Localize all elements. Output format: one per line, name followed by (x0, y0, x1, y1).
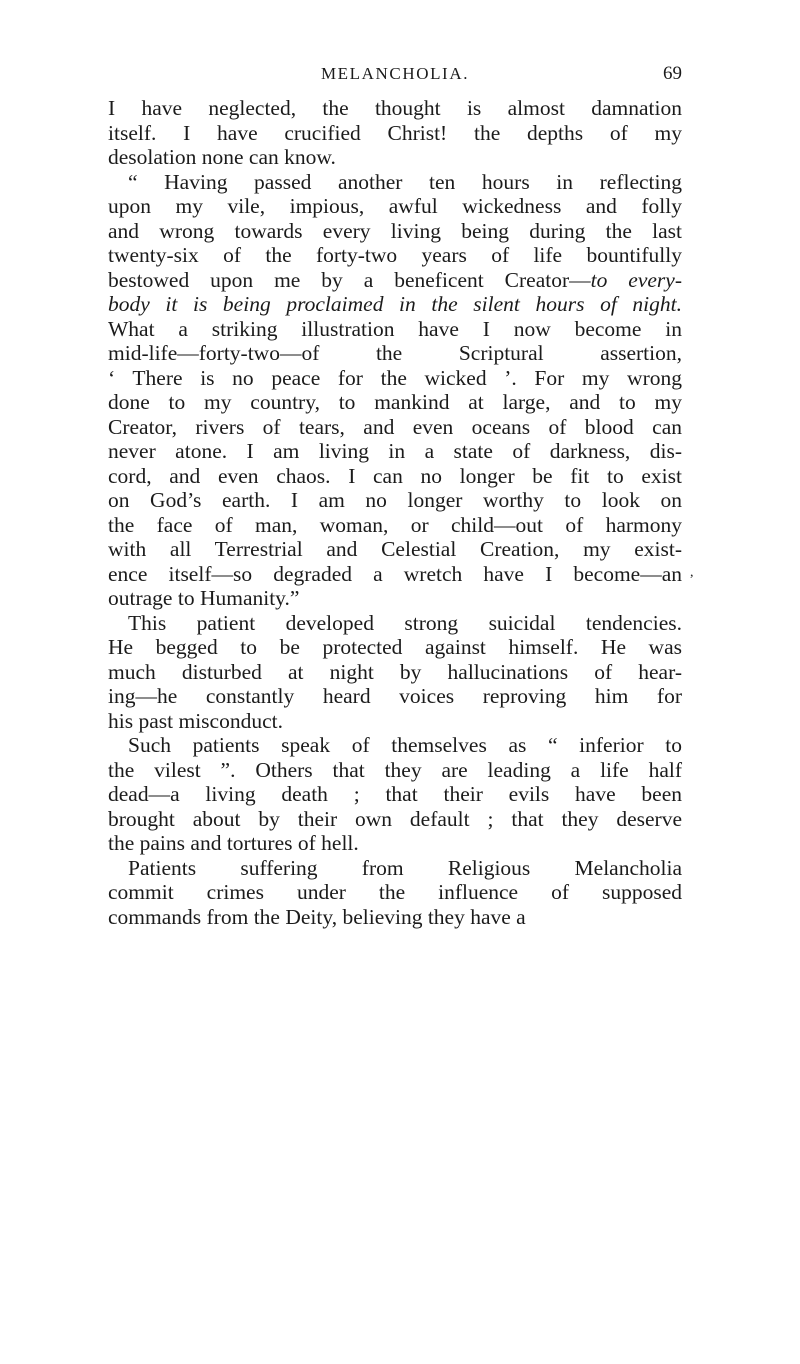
text-segment: ence itself—so degraded a wretch have I become—an (108, 561, 682, 586)
text-segment: ing—he constantly heard voices reproving him for (108, 684, 682, 708)
text-segment: commands from the Deity, believing they have a (108, 904, 526, 929)
text-line (108, 513, 682, 538)
running-head (108, 60, 682, 88)
text-line (108, 194, 682, 219)
text-segment: outrage to Humanity.” (108, 586, 300, 610)
text-segment: This patient developed strong suicidal tendencies. (128, 610, 682, 635)
text-segment: Such patients speak of themselves as “ inferior to (128, 733, 682, 757)
text-line (108, 758, 682, 783)
text-line (108, 562, 682, 587)
text-line (108, 635, 682, 660)
text-line (108, 709, 682, 734)
margin-mark: , (690, 565, 694, 580)
text-line (108, 856, 682, 881)
text-segment: bestowed upon me by a beneficent Creator— (108, 267, 591, 292)
text-segment: never atone. I am living in a state of darkness, dis- (108, 439, 682, 463)
text-segment: mid-life—forty-two—of the Scriptural assertion, (108, 341, 682, 365)
text-segment: twenty-six of the forty-two years of life bountifully (108, 243, 682, 267)
body-text (108, 96, 682, 929)
text-line (108, 121, 682, 146)
text-segment: and wrong towards every living being during the last (108, 218, 682, 243)
text-line (108, 831, 682, 856)
page-number: 69 (663, 63, 682, 84)
text-line (108, 488, 682, 513)
text-segment: with all Terrestrial and Celestial Creation, my exist- (108, 537, 682, 561)
text-segment: the vilest ”. Others that they are leading a life half (108, 757, 682, 782)
running-title: MELANCHOLIA. (320, 64, 470, 83)
text-line (108, 611, 682, 636)
text-segment: brought about by their own default ; that they deserve (108, 806, 682, 831)
text-line (108, 341, 682, 366)
text-line (108, 880, 682, 905)
text-line (108, 464, 682, 489)
text-line (108, 439, 682, 464)
text-segment: the pains and tortures of hell. (108, 831, 359, 855)
text-line (108, 243, 682, 268)
text-line (108, 219, 682, 244)
text-line (108, 96, 682, 121)
text-line (108, 366, 682, 391)
text-segment: on God’s earth. I am no longer worthy to look on (108, 488, 682, 512)
text-segment: cord, and even chaos. I can no longer be fit to exist (108, 463, 682, 488)
text-segment: ‘ There is no peace for the wicked ’. For my wrong (108, 365, 682, 390)
text-segment: He begged to be protected against himself. He was (108, 635, 682, 659)
text-line (108, 170, 682, 195)
text-segment: dead—a living death ; that their evils have been (108, 782, 682, 806)
text-segment: itself. I have crucified Christ! the depths of my (108, 120, 682, 145)
italic-text-segment: body it is being proclaimed in the silent hours of night. (108, 292, 682, 316)
text-line (108, 390, 682, 415)
text-segment: Patients suffering from Religious Melancholia (128, 855, 682, 880)
text-line (108, 905, 682, 930)
text-segment: What a striking illustration have I now become in (108, 316, 682, 341)
text-line (108, 586, 682, 611)
text-line (108, 145, 682, 170)
text-line (108, 317, 682, 342)
text-segment: desolation none can know. (108, 145, 336, 169)
text-line (108, 782, 682, 807)
text-segment: “ Having passed another ten hours in reflecting (128, 169, 682, 194)
text-line (108, 733, 682, 758)
text-segment: commit crimes under the influence of supposed (108, 880, 682, 904)
text-line (108, 415, 682, 440)
text-segment: Creator, rivers of tears, and even oceans of blood can (108, 414, 682, 439)
text-line (108, 537, 682, 562)
text-segment: done to my country, to mankind at large, and to my (108, 390, 682, 414)
text-line (108, 807, 682, 832)
text-line (108, 268, 682, 293)
text-segment: upon my vile, impious, awful wickedness and folly (108, 194, 682, 218)
text-segment: the face of man, woman, or child—out of harmony (108, 512, 682, 537)
text-line (108, 292, 682, 317)
text-segment: much disturbed at night by hallucinations of hear- (108, 659, 682, 684)
text-segment: his past misconduct. (108, 708, 283, 733)
italic-text-segment: to every- (590, 267, 682, 292)
text-line (108, 660, 682, 685)
text-line (108, 684, 682, 709)
text-segment: I have neglected, the thought is almost damnation (108, 96, 682, 120)
